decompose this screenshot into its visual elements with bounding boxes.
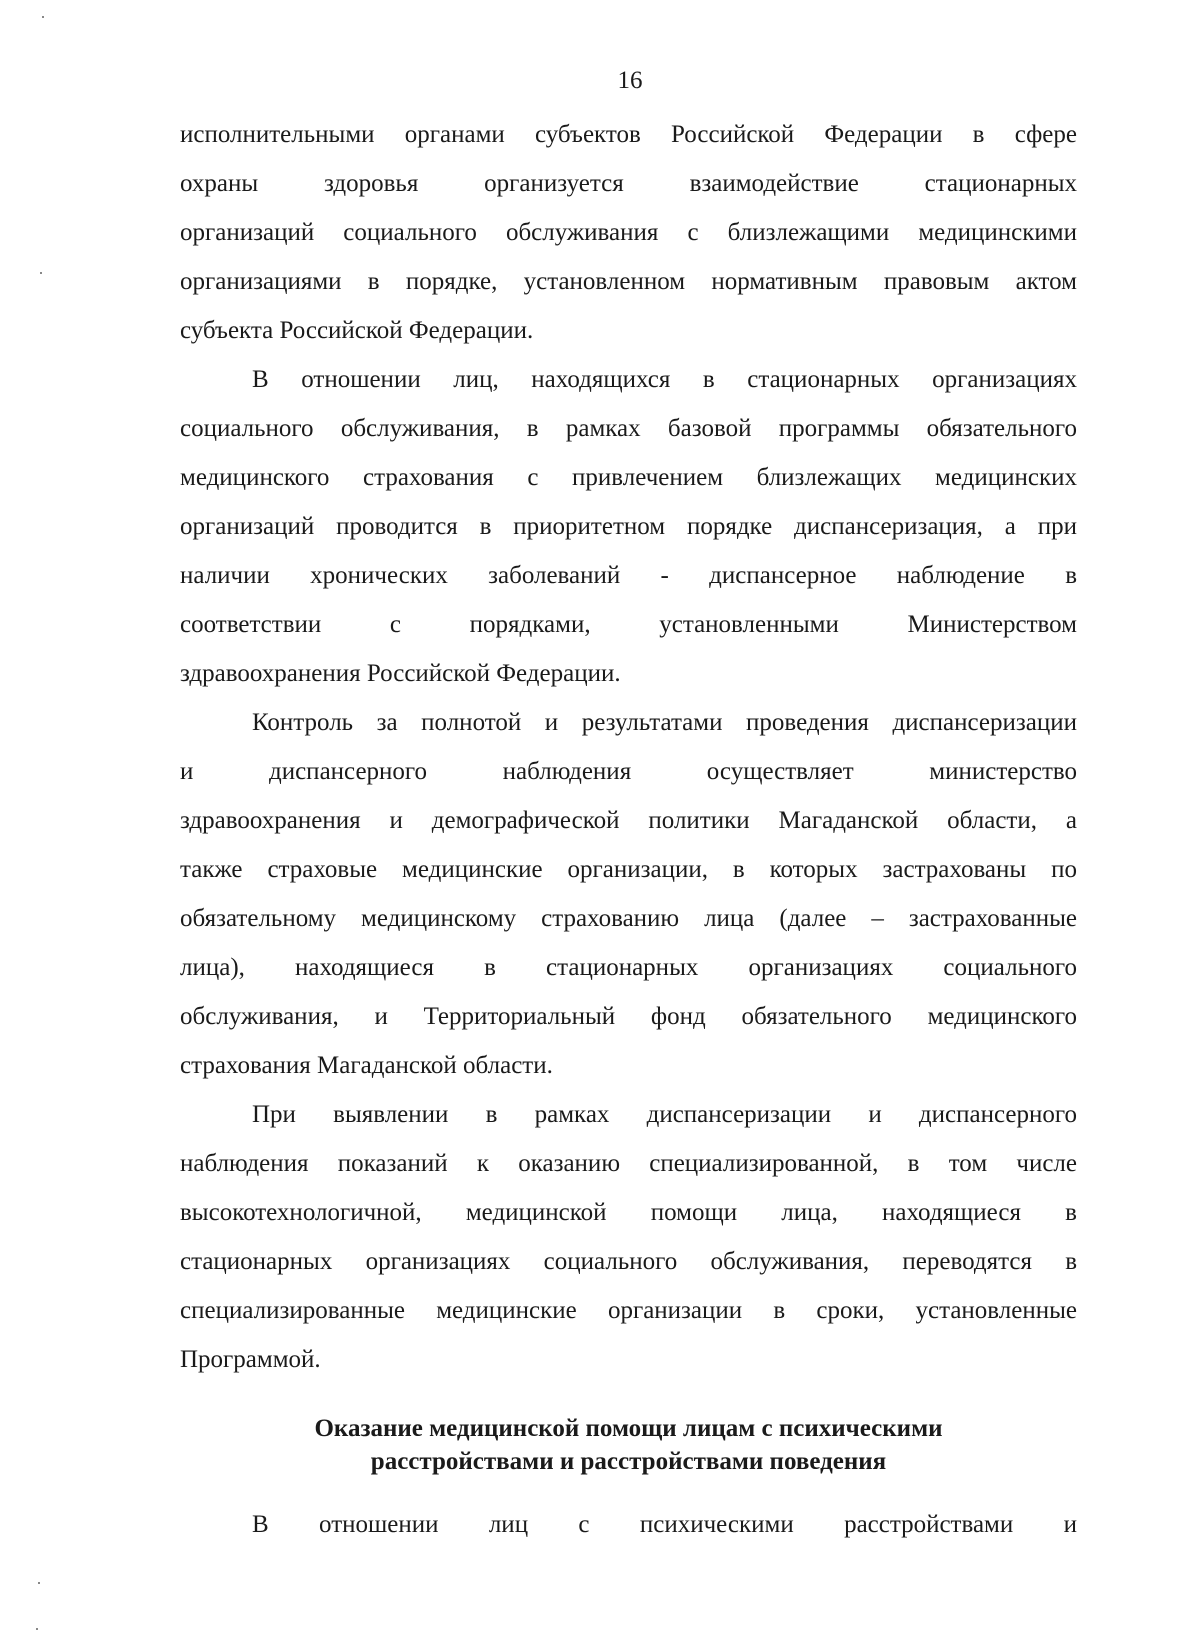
text-line: также страховые медицинские организации, в которых застрахованы по xyxy=(180,856,1077,883)
text-line: наличии хронических заболеваний - диспансерное наблюдение в xyxy=(180,562,1077,589)
section-heading-line: Оказание медицинской помощи лицам с психическими xyxy=(314,1415,943,1442)
text-line: При выявлении в рамках диспансеризации и диспансерного xyxy=(252,1101,1077,1128)
text-line: обслуживания, и Территориальный фонд обязательного медицинского xyxy=(180,1003,1077,1030)
scan-speck xyxy=(42,16,44,18)
text-line: соответствии с порядками, установленными Министерством xyxy=(180,611,1077,638)
text-line: Программой. xyxy=(180,1346,321,1373)
text-line: В отношении лиц с психическими расстройствами и xyxy=(252,1511,1077,1538)
text-line: исполнительными органами субъектов Российской Федерации в сфере xyxy=(180,121,1077,148)
paragraph-4 xyxy=(180,1090,1077,1384)
scan-speck xyxy=(38,1582,40,1584)
text-line: В отношении лиц, находящихся в стационарных организациях xyxy=(252,366,1077,393)
text-line: субъекта Российской Федерации. xyxy=(180,317,534,344)
text-line: страхования Магаданской области. xyxy=(180,1052,553,1079)
text-line: организаций проводится в приоритетном порядке диспансеризация, а при xyxy=(180,513,1077,540)
paragraph-1 xyxy=(180,110,1077,355)
text-line: организаций социального обслуживания с близлежащими медицинскими xyxy=(180,219,1077,246)
text-line: наблюдения показаний к оказанию специализированной, в том числе xyxy=(180,1150,1077,1177)
body-text xyxy=(180,110,1077,1384)
text-line: социального обслуживания, в рамках базовой программы обязательного xyxy=(180,415,1077,442)
text-line: медицинского страхования с привлечением близлежащих медицинских xyxy=(180,464,1077,491)
text-line: организациями в порядке, установленном нормативным правовым актом xyxy=(180,268,1077,295)
paragraph-3 xyxy=(180,698,1077,1090)
section-heading-line: расстройствами и расстройствами поведения xyxy=(370,1448,887,1475)
paragraph-5 xyxy=(180,1500,1077,1549)
scan-speck xyxy=(36,1628,38,1630)
text-line: стационарных организациях социального обслуживания, переводятся в xyxy=(180,1248,1077,1275)
text-line: обязательному медицинскому страхованию лица (далее – застрахованные xyxy=(180,905,1077,932)
text-line: специализированные медицинские организации в сроки, установленные xyxy=(180,1297,1077,1324)
page-number: 16 xyxy=(617,67,643,94)
text-line: Контроль за полнотой и результатами проведения диспансеризации xyxy=(252,709,1077,736)
text-line: здравоохранения и демографической политики Магаданской области, а xyxy=(180,807,1077,834)
section-heading xyxy=(180,1412,1077,1478)
text-line: охраны здоровья организуется взаимодействие стационарных xyxy=(180,170,1077,197)
text-line: лица), находящиеся в стационарных организациях социального xyxy=(180,954,1077,981)
text-line: и диспансерного наблюдения осуществляет министерство xyxy=(180,758,1077,785)
scan-speck xyxy=(40,272,42,274)
paragraph-2 xyxy=(180,355,1077,698)
text-line: здравоохранения Российской Федерации. xyxy=(180,660,621,687)
text-line: высокотехнологичной, медицинской помощи лица, находящиеся в xyxy=(180,1199,1077,1226)
